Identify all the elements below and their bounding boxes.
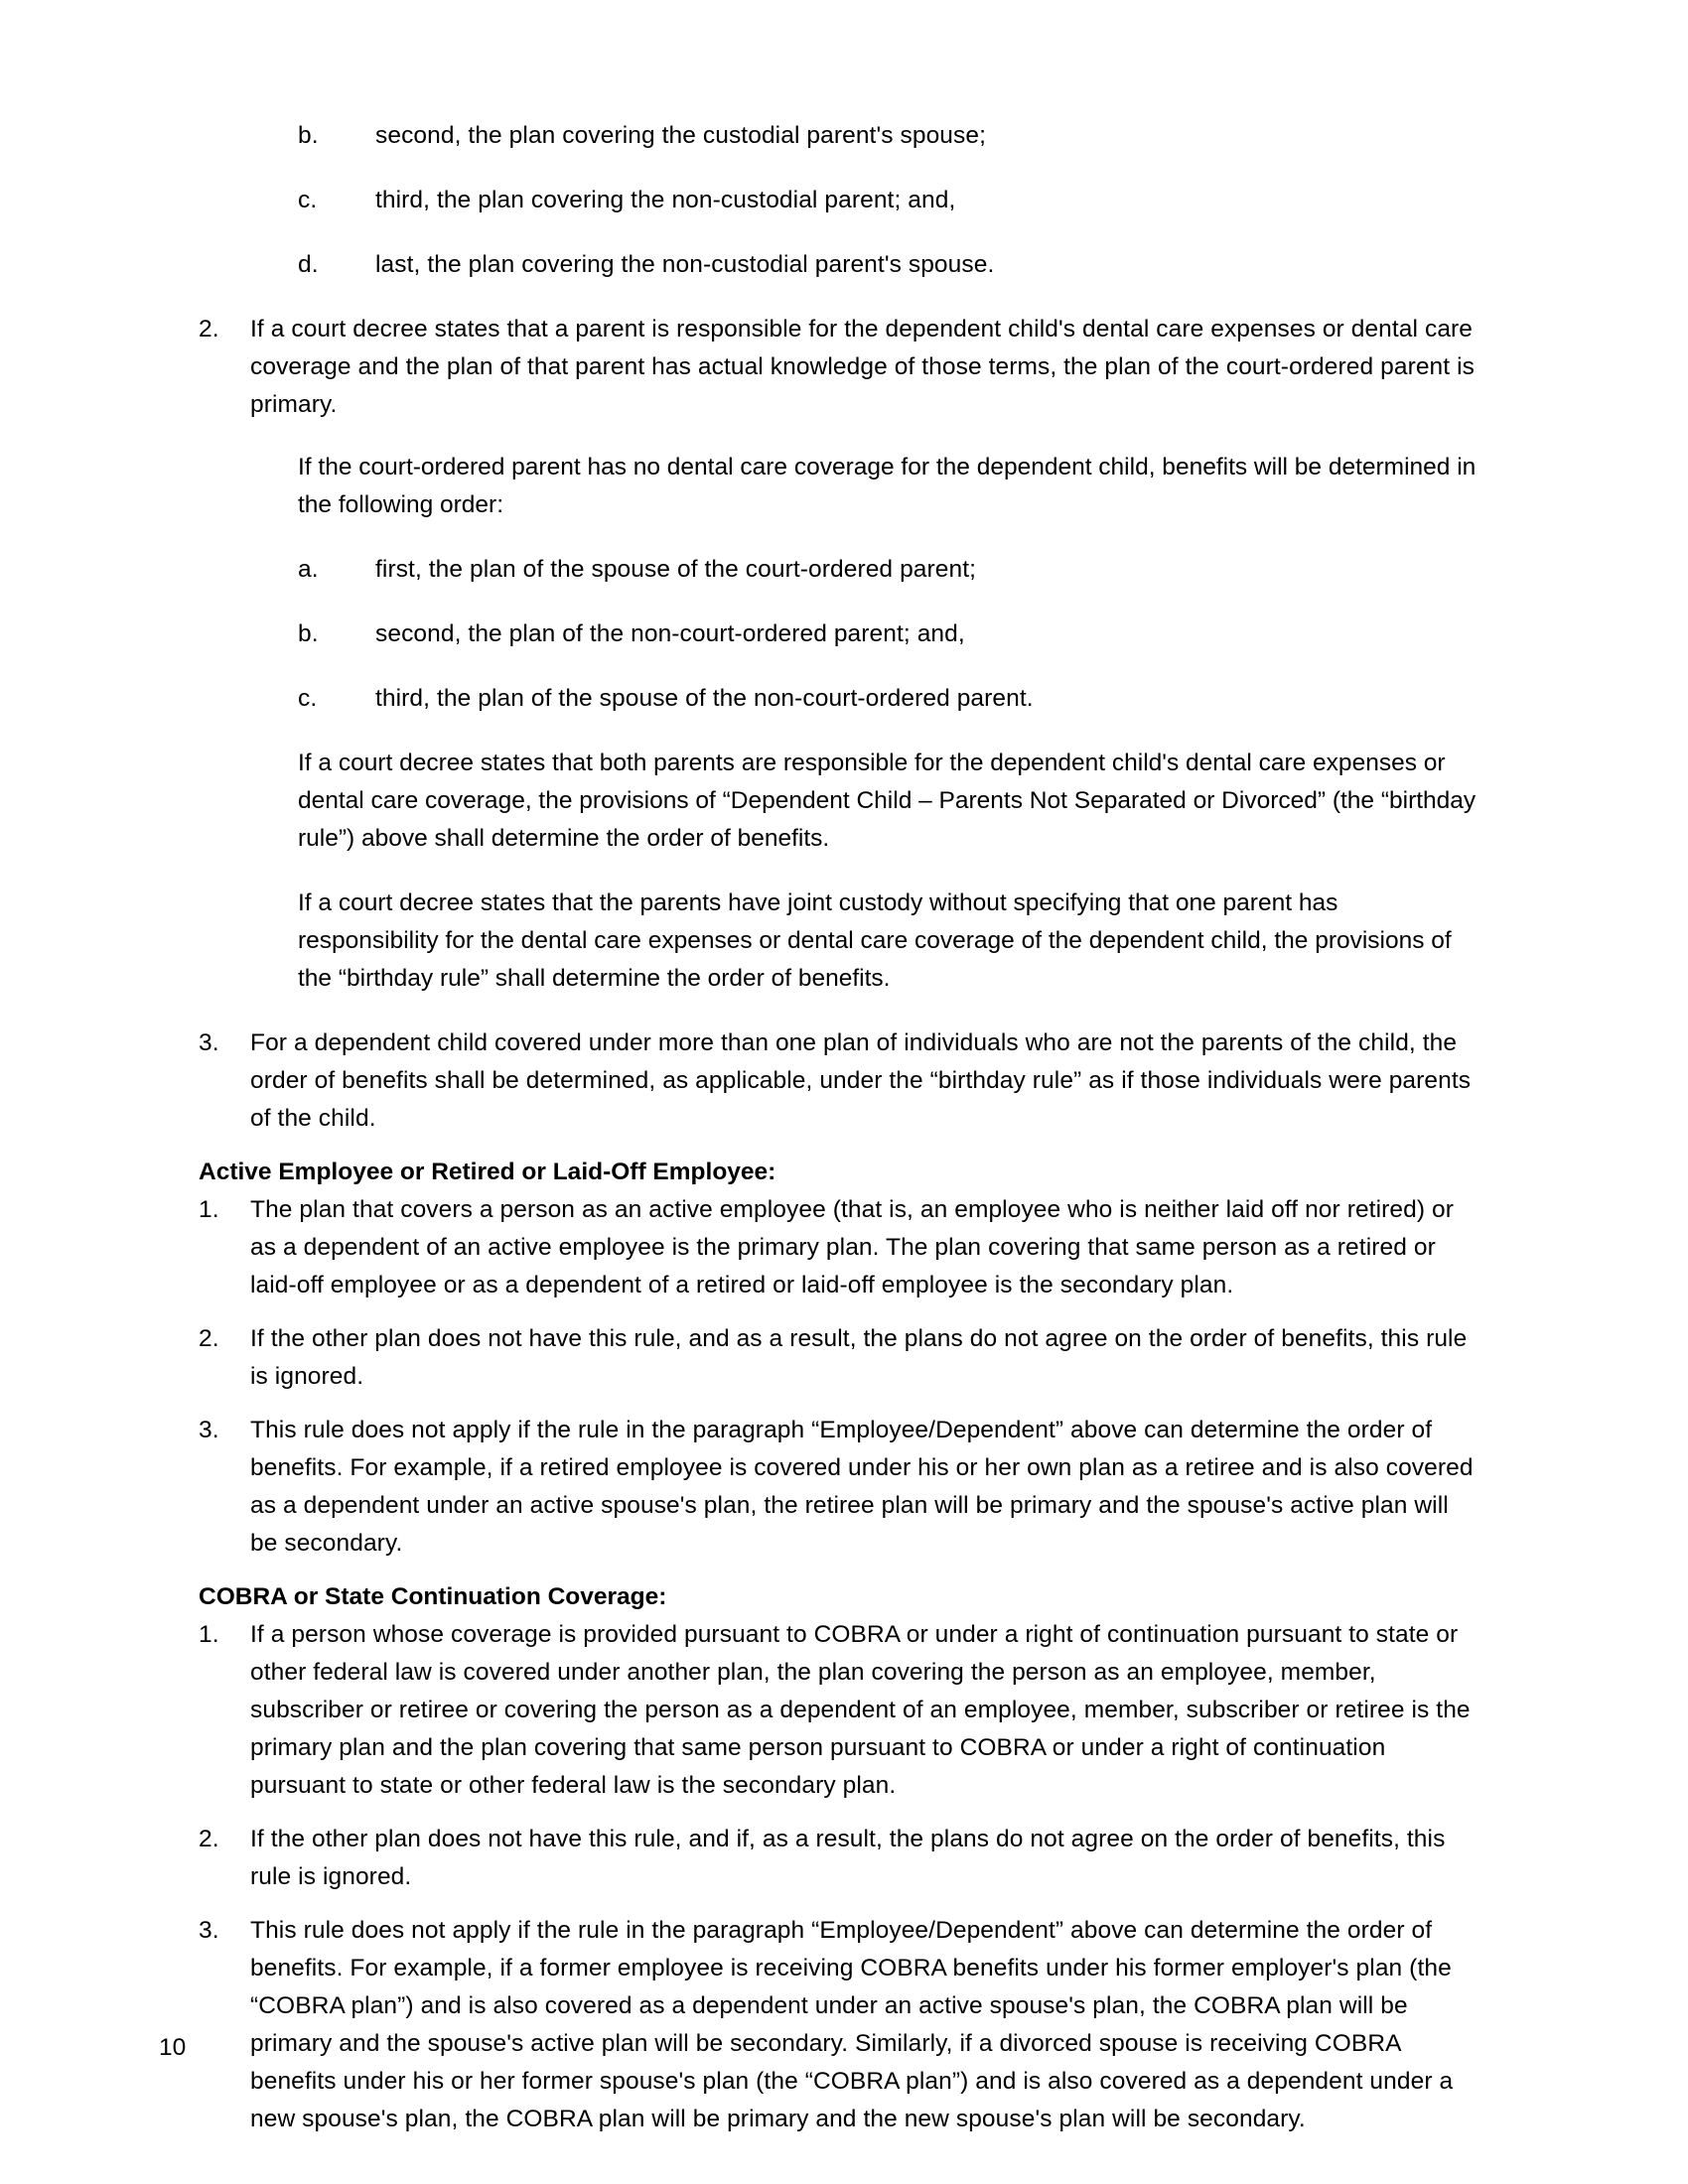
body-paragraph: If a court decree states that both parents are responsible for the dependent child's dental care expenses or dental care coverage, the provisions of “Dependent Child – Parents Not Separated or Divorced” (the “birthday rule”) above shall determine the order of benefits. — [298, 749, 1477, 852]
body-paragraph: If a court decree states that the parents have joint custody without specifying that one parent has responsibility for the dental care expenses or dental care coverage of the dependent child, the provisions of the “birthday rule” shall determine the order of benefits. — [298, 888, 1452, 992]
list-marker: d. — [298, 251, 319, 278]
lettered-list-item — [298, 680, 1479, 718]
numbered-list-item — [199, 1320, 1479, 1396]
section-heading: COBRA or State Continuation Coverage: — [199, 1582, 667, 1610]
list-marker: c. — [298, 684, 318, 712]
list-marker: b. — [298, 619, 319, 647]
list-item-text: second, the plan of the non-court-ordered parent; and, — [375, 619, 965, 647]
list-item-text: If the other plan does not have this rule, and if, as a result, the plans do not agree on the order of benefits, this rule is ignored. — [250, 1825, 1446, 1890]
list-item-text: If a court decree states that a parent is responsible for the dependent child's dental care expenses or dental care coverage and the plan of that parent has actual knowledge of those terms, the plan of the court-ordered parent is primary. — [250, 316, 1475, 418]
numbered-list-item — [199, 1821, 1479, 1896]
list-item-text: first, the plan of the spouse of the court-ordered parent; — [375, 555, 977, 583]
list-item-text: This rule does not apply if the rule in the paragraph “Employee/Dependent” above can determine the order of benefits. For example, if a former employee is receiving COBRA benefits under his former employer's plan (the “COBRA plan”) and is also covered as a dependent under an active spouse's plan, the COBRA plan will be primary and the spouse's active plan will be secondary. Similarly, if a divorced spouse is receiving COBRA benefits under his or her former spouse's plan (the “COBRA plan”) and is also covered as a dependent under a new spouse's plan, the COBRA plan will be primary and the new spouse's plan will be secondary. — [250, 1916, 1454, 2132]
list-item-text: third, the plan of the spouse of the non-court-ordered parent. — [375, 684, 1034, 712]
list-marker: 2. — [199, 1825, 219, 1852]
list-marker: 3. — [199, 1416, 219, 1443]
body-paragraph: If the court-ordered parent has no dental care coverage for the dependent child, benefits will be determined in the following order: — [298, 453, 1477, 518]
page-number: 10 — [159, 2034, 187, 2061]
list-marker: a. — [298, 555, 319, 583]
list-marker: 3. — [199, 1916, 219, 1944]
list-marker: 1. — [199, 1195, 219, 1223]
list-item-text: The plan that covers a person as an active employee (that is, an employee who is neither laid off nor retired) or as a dependent of an active employee is the primary plan. The plan covering that same person as a retired or laid-off employee or as a dependent of a retired or laid-off employee is the secondary plan. — [250, 1195, 1454, 1298]
numbered-list-item — [199, 1024, 1479, 1138]
list-marker: 2. — [199, 1324, 219, 1352]
list-item-text: last, the plan covering the non-custodial parent's spouse. — [375, 251, 995, 278]
numbered-list-item — [199, 1191, 1479, 1304]
numbered-list-item — [199, 1616, 1479, 1805]
list-item-text: third, the plan covering the non-custodial parent; and, — [375, 187, 956, 213]
numbered-list-item — [199, 311, 1479, 424]
list-item-text: second, the plan covering the custodial parent's spouse; — [375, 122, 987, 149]
list-marker: c. — [298, 187, 318, 213]
list-marker: 3. — [199, 1028, 219, 1056]
list-item-text: This rule does not apply if the rule in the paragraph “Employee/Dependent” above can determine the order of benefits. For example, if a retired employee is covered under his or her own plan as a retiree and is also covered as a dependent under an active spouse's plan, the retiree plan will be primary and the spouse's active plan will be secondary. — [250, 1416, 1474, 1557]
section-heading: Active Employee or Retired or Laid-Off Employee: — [199, 1158, 776, 1185]
lettered-list-item — [298, 551, 1479, 589]
document-body — [199, 117, 1479, 2154]
lettered-list-item — [298, 615, 1479, 653]
list-item-text: If a person whose coverage is provided pursuant to COBRA or under a right of continuation pursuant to state or other federal law is covered under another plan, the plan covering the person as an employee, member, subscriber or retiree or covering the person as a dependent of an employee, member, subscriber or retiree is the primary plan and the plan covering that same person pursuant to COBRA or under a right of continuation pursuant to state or other federal law is the secondary plan. — [250, 1620, 1471, 1799]
list-marker: b. — [298, 122, 319, 149]
list-marker: 2. — [199, 316, 219, 342]
lettered-list-item — [298, 246, 1479, 284]
list-marker: 1. — [199, 1620, 219, 1648]
list-item-text: For a dependent child covered under more than one plan of individuals who are not the parents of the child, the order of benefits shall be determined, as applicable, under the “birthday rule” as if those individuals were parents of the child. — [250, 1028, 1472, 1132]
numbered-list-item — [199, 1412, 1479, 1563]
list-item-text: If the other plan does not have this rule, and as a result, the plans do not agree on the order of benefits, this rule is ignored. — [250, 1324, 1468, 1390]
numbered-list-item — [199, 1912, 1479, 2138]
lettered-list-item — [298, 117, 1479, 155]
lettered-list-item — [298, 182, 1479, 219]
